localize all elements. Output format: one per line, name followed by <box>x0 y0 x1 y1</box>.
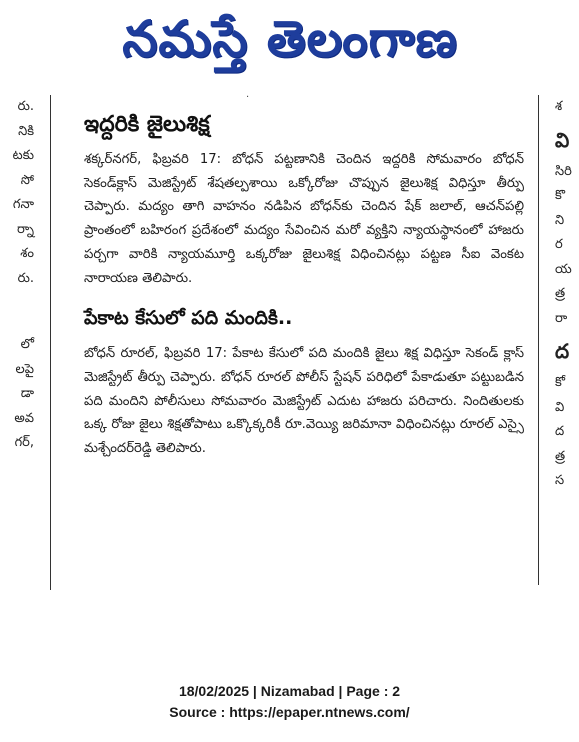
left-fragment-line: రు. <box>17 99 34 114</box>
column-marker: · <box>246 92 250 103</box>
right-fragment-line: కో <box>555 375 566 390</box>
left-fragment-line: శం <box>20 246 34 261</box>
left-fragment-line: అవ <box>14 410 34 426</box>
article-headline: ఇద్దరికి జైలుశిక్ష <box>84 112 210 137</box>
article-subhead: పేకాట కేసులో పది మందికి.. <box>84 307 293 330</box>
right-fragment-line: ద <box>555 424 565 439</box>
news-article <box>84 110 524 461</box>
right-fragment-line: కొ <box>555 188 566 203</box>
right-fragment-heading: ద <box>555 339 570 363</box>
left-column-fragments <box>0 95 34 456</box>
right-fragment-line: శ <box>555 99 563 114</box>
left-fragment-line: టకు <box>12 148 34 163</box>
masthead-title: నమస్తే తెలంగాణ <box>122 9 458 68</box>
right-fragment-line: సిరి <box>555 163 572 179</box>
column-divider-left <box>50 95 51 590</box>
article-body-2: బోధన్ రూరల్, ఫిబ్రవరి 17: పేకాట కేసులో పది మందికి జైలు శిక్ష విధిస్తూ సెకండ్ క్లాస్ మెజిస్ట్రేట్ తీర్పు చెప్పారు. బోధన్ రూరల్ పోలీస్ స్టేషన్ పరిధిలో పేకాడుతూ పట్టుబడిన పది మందిని పోలీసులు సోమవారం మెజిస్ట్రేట్ ఎదుట హాజరు పరిచారు. నిందితులకు ఒక్క రోజు జైలు శిక్షతోపాటు ఒక్కొక్కరికీ రూ.వెయ్యి జరిమానా విధించినట్లు రూరల్ ఎస్సై మశ్చేందర్‌రెడ్డి తెలిపారు. <box>84 346 524 457</box>
left-fragment-line: ర్నా <box>17 221 34 237</box>
left-fragment-line: నికి <box>18 123 34 139</box>
left-fragment-line: గనా <box>12 197 34 212</box>
left-fragment-line: రు. <box>17 270 34 286</box>
left-fragment-line: గర్, <box>14 435 34 450</box>
column-divider-right <box>538 95 539 585</box>
left-fragment-line: డా <box>20 386 34 401</box>
right-fragment-line: ని <box>555 212 565 228</box>
article-body-1: శక్కర్‌నగర్, ఫిబ్రవరి 17: బోధన్ పట్టణానికి చెందిన ఇద్దరికి సోమవారం బోధన్ సెకండ్‌క్లాస్ మెజిస్ట్రేట్ శేషతల్పశాయి ఒక్కోరోజు చొప్పున జైలుశిక్ష విధిస్తూ తీర్పు చెప్పారు. మద్యం తాగి వాహనం నడిపిన బోధన్‌కు చెందిన షేక్ జలాల్, ఆచన్‌పల్లి ప్రాంతంలో బహిరంగ ప్రదేశంలో మద్యం సేవించిన మరో వ్యక్తిని న్యాయస్థానంలో హాజరు పర్చగా వారికి న్యాయమూర్తి ఒక్కరోజు జైలుశిక్ష విధించినట్లు పట్టణ సీఐ వెంకట నారాయణ తెలిపారు. <box>84 152 525 286</box>
footer-date-edition: 18/02/2025 | Nizamabad | Page : 2 <box>178 683 401 699</box>
right-fragment-line: స <box>555 473 565 488</box>
footer-source: Source : https://epaper.ntnews.com/ <box>169 704 410 720</box>
right-fragment-line: య <box>555 261 572 277</box>
left-fragment-line: లో <box>20 337 34 352</box>
left-fragment-line: లపై <box>15 361 34 377</box>
right-fragment-line: త్ర <box>555 448 566 464</box>
right-fragment-line: త్ర <box>555 286 566 301</box>
right-fragment-heading: వి <box>555 127 570 152</box>
right-column-fragments <box>555 95 579 494</box>
left-fragment-line: సో <box>20 172 34 188</box>
right-fragment-line: రా <box>555 310 568 326</box>
right-fragment-line: వి <box>555 399 565 415</box>
right-fragment-line: ర <box>555 237 563 252</box>
